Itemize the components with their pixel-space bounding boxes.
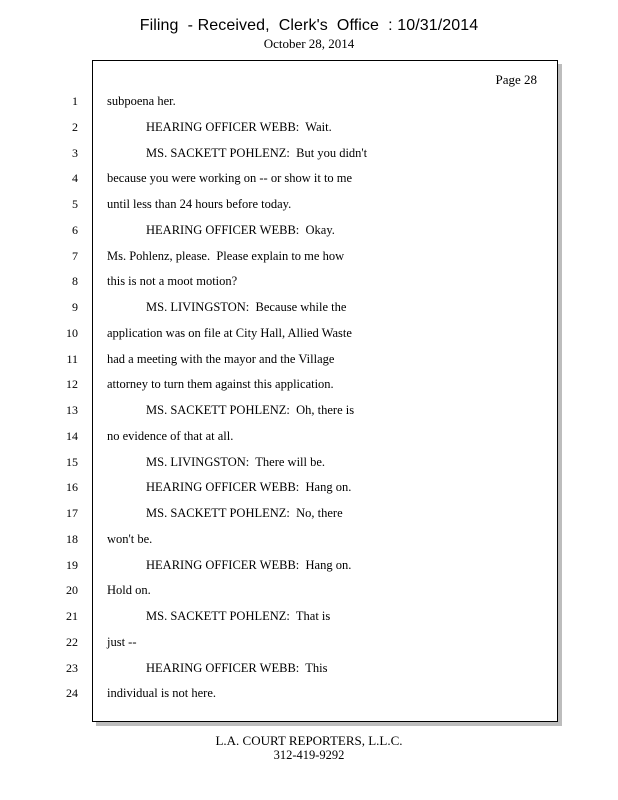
line-text: attorney to turn them against this application. <box>107 377 334 391</box>
line-text: MS. SACKETT POHLENZ: No, there <box>146 506 343 520</box>
line-text: MS. LIVINGSTON: Because while the <box>146 300 347 314</box>
line-text: HEARING OFFICER WEBB: Hang on. <box>146 480 352 494</box>
line-number: 6 <box>72 223 78 237</box>
line-text: HEARING OFFICER WEBB: Okay. <box>146 223 335 237</box>
line-text: HEARING OFFICER WEBB: Wait. <box>146 120 332 134</box>
line-text: application was on file at City Hall, Allied Waste <box>107 326 352 340</box>
line-number: 24 <box>66 686 78 700</box>
line-number: 18 <box>66 532 78 546</box>
line-number: 13 <box>66 403 78 417</box>
line-text: HEARING OFFICER WEBB: Hang on. <box>146 558 352 572</box>
hearing-date: October 28, 2014 <box>263 36 355 51</box>
reporter-phone: 312-419-9292 <box>273 748 345 762</box>
line-text: MS. LIVINGSTON: There will be. <box>146 455 326 469</box>
line-number: 14 <box>66 429 78 443</box>
page-number: Page 28 <box>495 72 537 87</box>
line-number: 5 <box>72 197 78 211</box>
line-number: 19 <box>66 558 78 572</box>
reporter-company: L.A. COURT REPORTERS, L.L.C. <box>215 733 403 748</box>
line-number: 20 <box>66 583 78 597</box>
line-number: 17 <box>66 506 78 520</box>
line-text: MS. SACKETT POHLENZ: That is <box>146 609 331 623</box>
line-number: 1 <box>72 94 78 108</box>
line-text: Ms. Pohlenz, please. Please explain to me how <box>107 249 345 263</box>
line-number: 23 <box>66 661 78 675</box>
line-text: had a meeting with the mayor and the Village <box>107 352 335 366</box>
line-number: 16 <box>66 480 78 494</box>
line-text: subpoena her. <box>107 94 176 108</box>
line-text: until less than 24 hours before today. <box>107 197 292 211</box>
line-number: 10 <box>66 326 78 340</box>
line-text: because you were working on -- or show it to me <box>107 171 353 185</box>
line-text: just -- <box>107 635 137 649</box>
line-number: 12 <box>66 377 78 391</box>
line-number: 15 <box>66 455 78 469</box>
line-text: individual is not here. <box>107 686 217 700</box>
line-text: this is not a moot motion? <box>107 274 238 288</box>
line-text: no evidence of that at all. <box>107 429 234 443</box>
line-text: HEARING OFFICER WEBB: This <box>146 661 328 675</box>
line-text: MS. SACKETT POHLENZ: Oh, there is <box>146 403 355 417</box>
line-number: 21 <box>66 609 78 623</box>
line-text: MS. SACKETT POHLENZ: But you didn't <box>146 146 368 160</box>
line-number: 3 <box>72 146 78 160</box>
line-number: 4 <box>72 171 78 185</box>
line-number: 7 <box>72 249 78 263</box>
line-number: 8 <box>72 274 78 288</box>
filing-stamp: Filing - Received, Clerk's Office : 10/31/2014 <box>139 17 479 34</box>
line-number: 11 <box>66 352 78 366</box>
line-number: 2 <box>72 120 78 134</box>
line-text: Hold on. <box>107 583 151 597</box>
line-number: 9 <box>72 300 78 314</box>
line-text: won't be. <box>107 532 153 546</box>
line-number: 22 <box>66 635 78 649</box>
